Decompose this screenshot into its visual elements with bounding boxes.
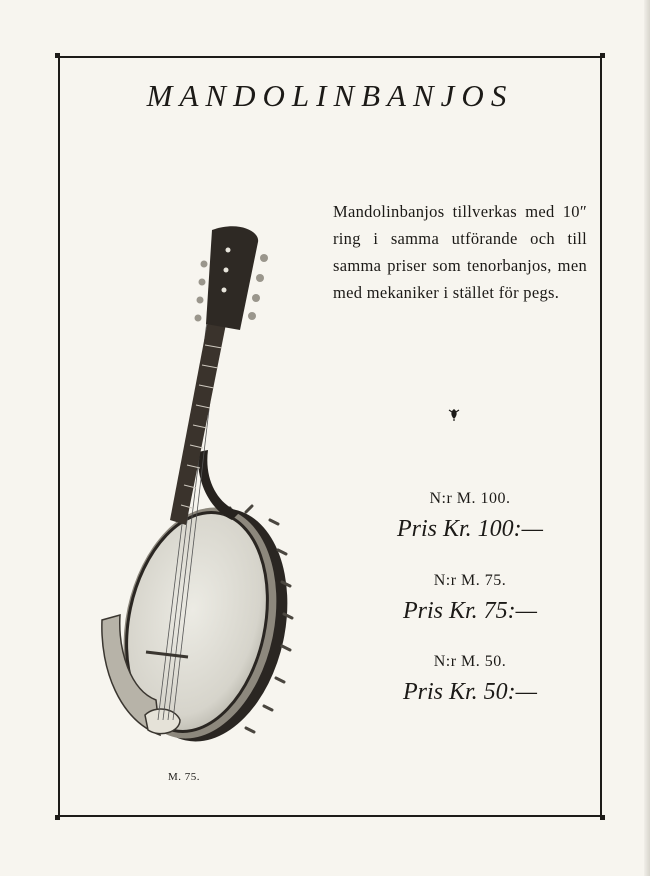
- mandolin-banjo-illustration: [100, 220, 300, 750]
- model-price: Pris Kr. 75:—: [402, 598, 538, 624]
- frame-corner: [55, 53, 60, 58]
- model-number: N:r M. 50.: [433, 653, 507, 670]
- frame-corner: [600, 815, 605, 820]
- model-number: N:r M. 75.: [433, 572, 507, 589]
- model-price: Pris Kr. 100:—: [396, 516, 544, 542]
- illustration-caption: M. 75.: [168, 771, 201, 783]
- frame-corner: [55, 815, 60, 820]
- model-number: N:r M. 100.: [429, 490, 511, 507]
- page-title: MANDOLINBANJOS: [146, 78, 514, 113]
- fleuron-icon: [446, 406, 462, 422]
- product-description: Mandolinbanjos tillverkas med 10″ ring i samma utförande och till samma priser som tenorbanjos, men med mekaniker i stället för pegs.: [333, 202, 587, 302]
- frame-corner: [600, 53, 605, 58]
- page-edge: [644, 0, 650, 876]
- model-price: Pris Kr. 50:—: [402, 679, 538, 705]
